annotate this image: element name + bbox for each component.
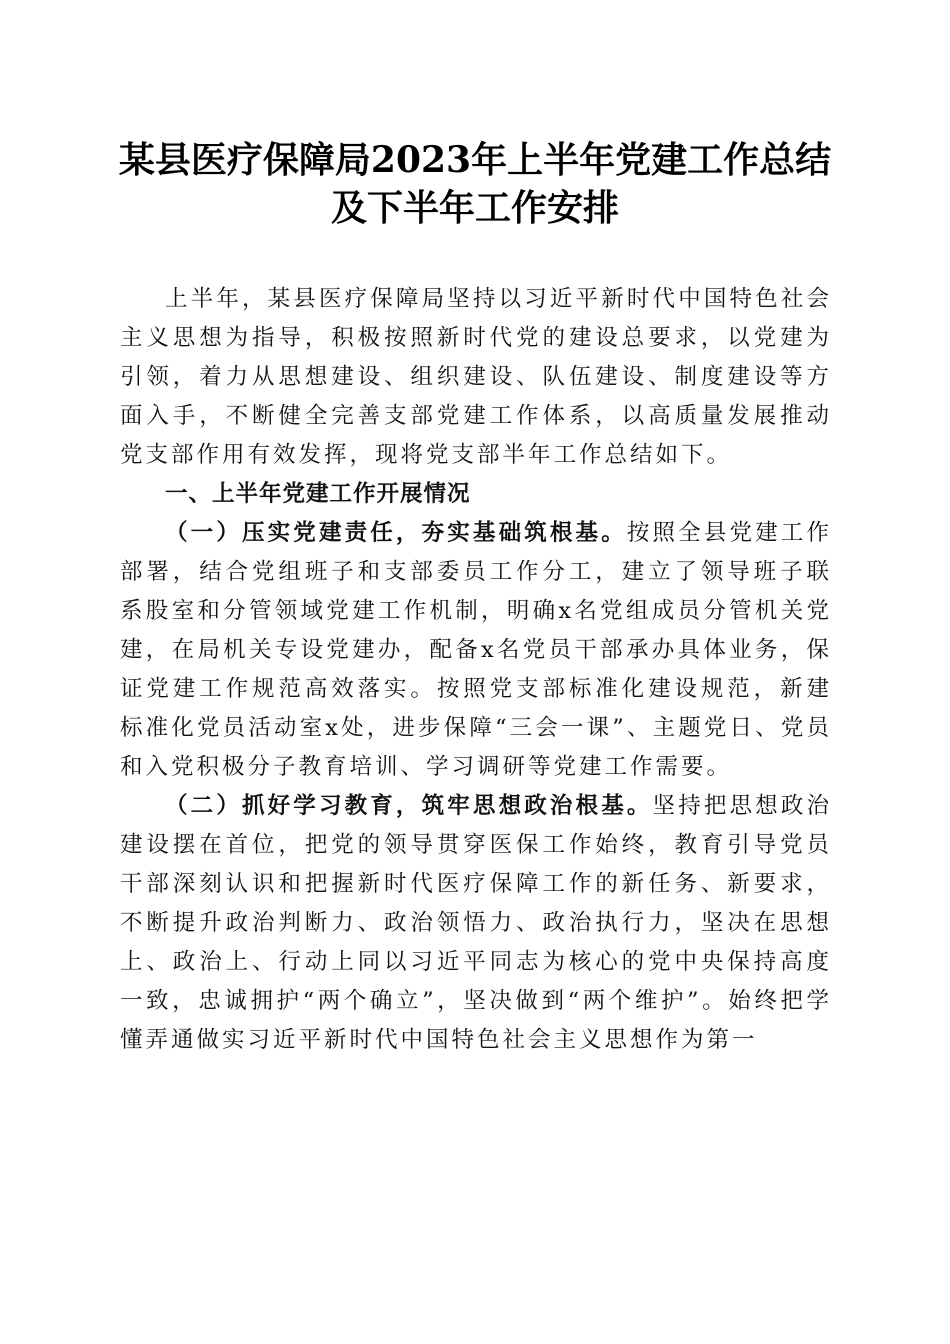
item-2-paragraph <box>120 787 832 1060</box>
document-title-line-1: 某县医疗保障局2023年上半年党建工作总结 <box>118 139 832 181</box>
item-1-text: 按照全县党建工作部署，结合党组班子和支部委员工作分工，建立了领导班子联系股室和分管领域党建工作机制，明确x名党组成员分管机关党建，在局机关专设党建办，配备x名党员干部承办具体业务，保证党建工作规范高效落实。按照党支部标准化建设规范，新建标准化党员活动室x处，进步保障“三会一课”、主题党日、党员和入党积极分子教育培训、学习调研等党建工作需要。 <box>120 520 832 780</box>
section-1-heading: 一、上半年党建工作开展情况 <box>165 481 471 507</box>
document-body <box>120 280 832 1060</box>
item-2-lead: （二）抓好学习教育，筑牢思想政治根基。 <box>165 793 653 819</box>
item-1-lead: （一）压实党建责任，夯实基础筑根基。 <box>165 520 627 546</box>
document-title-line-2: 及下半年工作安排 <box>330 187 619 229</box>
item-1-paragraph <box>120 514 832 787</box>
intro-paragraph: 上半年，某县医疗保障局坚持以习近平新时代中国特色社会主义思想为指导，积极按照新时代党的建设总要求，以党建为引领，着力从思想建设、组织建设、队伍建设、制度建设等方面入手，不断健全完善支部党建工作体系，以高质量发展推动党支部作用有效发挥，现将党支部半年工作总结如下。 <box>120 286 832 468</box>
item-2-text: 坚持把思想政治建设摆在首位，把党的领导贯穿医保工作始终，教育引导党员干部深刻认识和把握新时代医疗保障工作的新任务、新要求，不断提升政治判断力、政治领悟力、政治执行力，坚决在思想上、政治上、行动上同以习近平同志为核心的党中央保持高度一致，忠诚拥护“两个确立”，坚决做到“两个维护”。始终把学懂弄通做实习近平新时代中国特色社会主义思想作为第一 <box>120 793 832 1053</box>
